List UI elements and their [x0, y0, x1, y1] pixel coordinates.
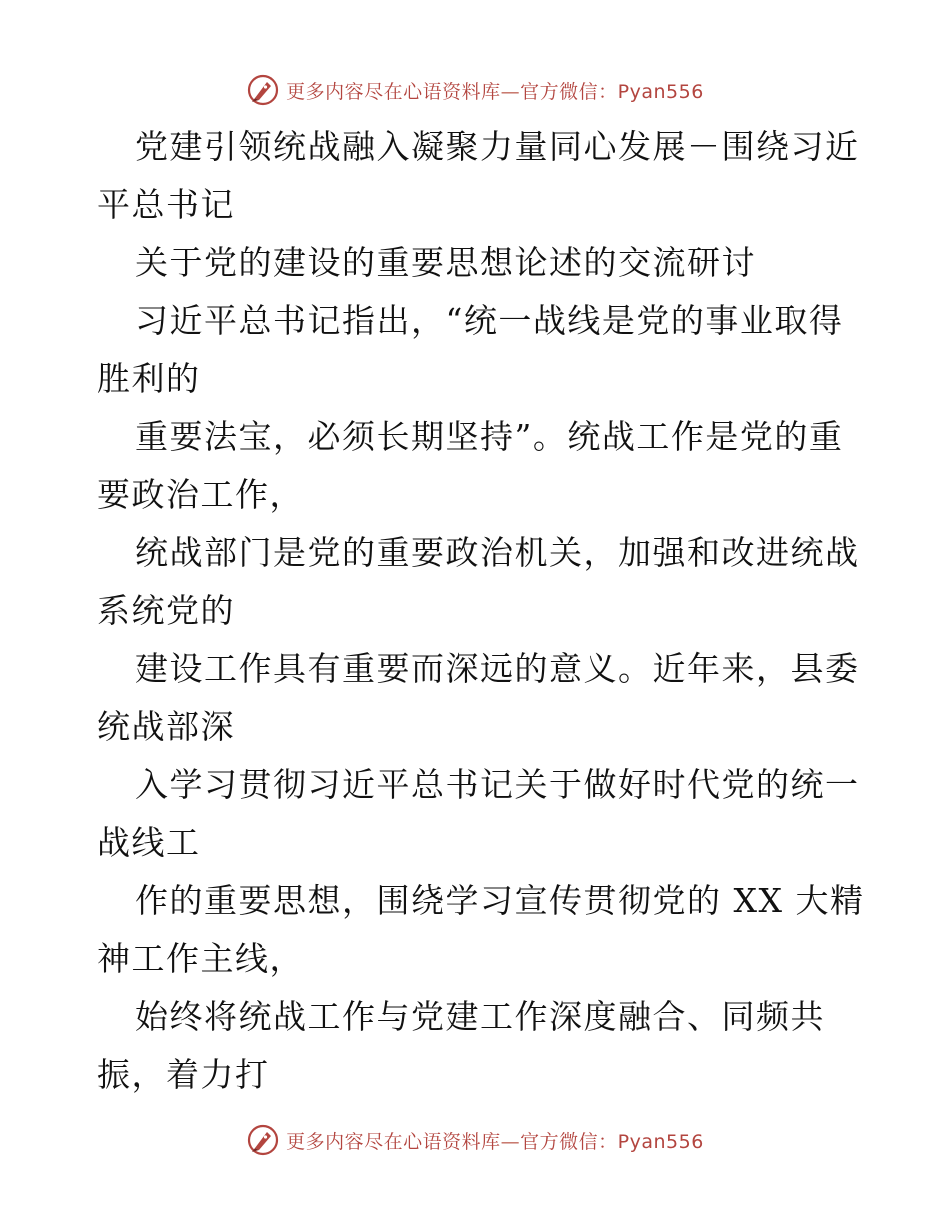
paragraph-line: 作的重要思想，围绕学习宣传贯彻党的 XX 大精 — [135, 881, 865, 920]
document-subtitle: 关于党的建设的重要思想论述的交流研讨 — [135, 243, 756, 282]
document-title-line-1: 党建引领统战融入凝聚力量同心发展－围绕习近 — [135, 127, 860, 166]
paragraph-line: 统战部门是党的重要政治机关，加强和改进统战 — [135, 533, 860, 572]
paragraph-line: 振，着力打 — [97, 1055, 270, 1094]
paragraph-line: 建设工作具有重要而深远的意义。近年来，县委 — [135, 649, 860, 688]
document-title-line-2: 平总书记 — [97, 185, 235, 224]
watermark-separator: — — [500, 1130, 521, 1153]
watermark-separator: — — [500, 80, 521, 103]
pen-nib-logo-icon — [246, 73, 280, 107]
watermark-site: 更多内容尽在心语资料库 — [286, 1130, 501, 1153]
watermark-wechat: 官方微信：Pyan556 — [520, 1130, 704, 1153]
footer-watermark — [0, 1120, 950, 1160]
paragraph-line: 习近平总书记指出，“统一战线是党的事业取得 — [135, 301, 844, 340]
pen-nib-logo-icon — [246, 1123, 280, 1157]
document-body — [97, 118, 865, 1104]
paragraph-line: 重要法宝，必须长期坚持”。统战工作是党的重 — [135, 417, 844, 456]
watermark-wechat: 官方微信：Pyan556 — [520, 80, 704, 103]
paragraph-line: 统战部深 — [97, 707, 235, 746]
watermark-text — [286, 77, 704, 104]
header-watermark — [0, 70, 950, 110]
paragraph-line: 神工作主线， — [97, 939, 304, 978]
paragraph-line: 入学习贯彻习近平总书记关于做好时代党的统一 — [135, 765, 860, 804]
paragraph-line: 胜利的 — [97, 359, 201, 398]
paragraph-line: 要政治工作， — [97, 475, 304, 514]
paragraph-line: 始终将统战工作与党建工作深度融合、同频共 — [135, 997, 825, 1036]
watermark-site: 更多内容尽在心语资料库 — [286, 80, 501, 103]
watermark-text — [286, 1127, 704, 1154]
paragraph-line: 战线工 — [97, 823, 201, 862]
paragraph-line: 系统党的 — [97, 591, 235, 630]
